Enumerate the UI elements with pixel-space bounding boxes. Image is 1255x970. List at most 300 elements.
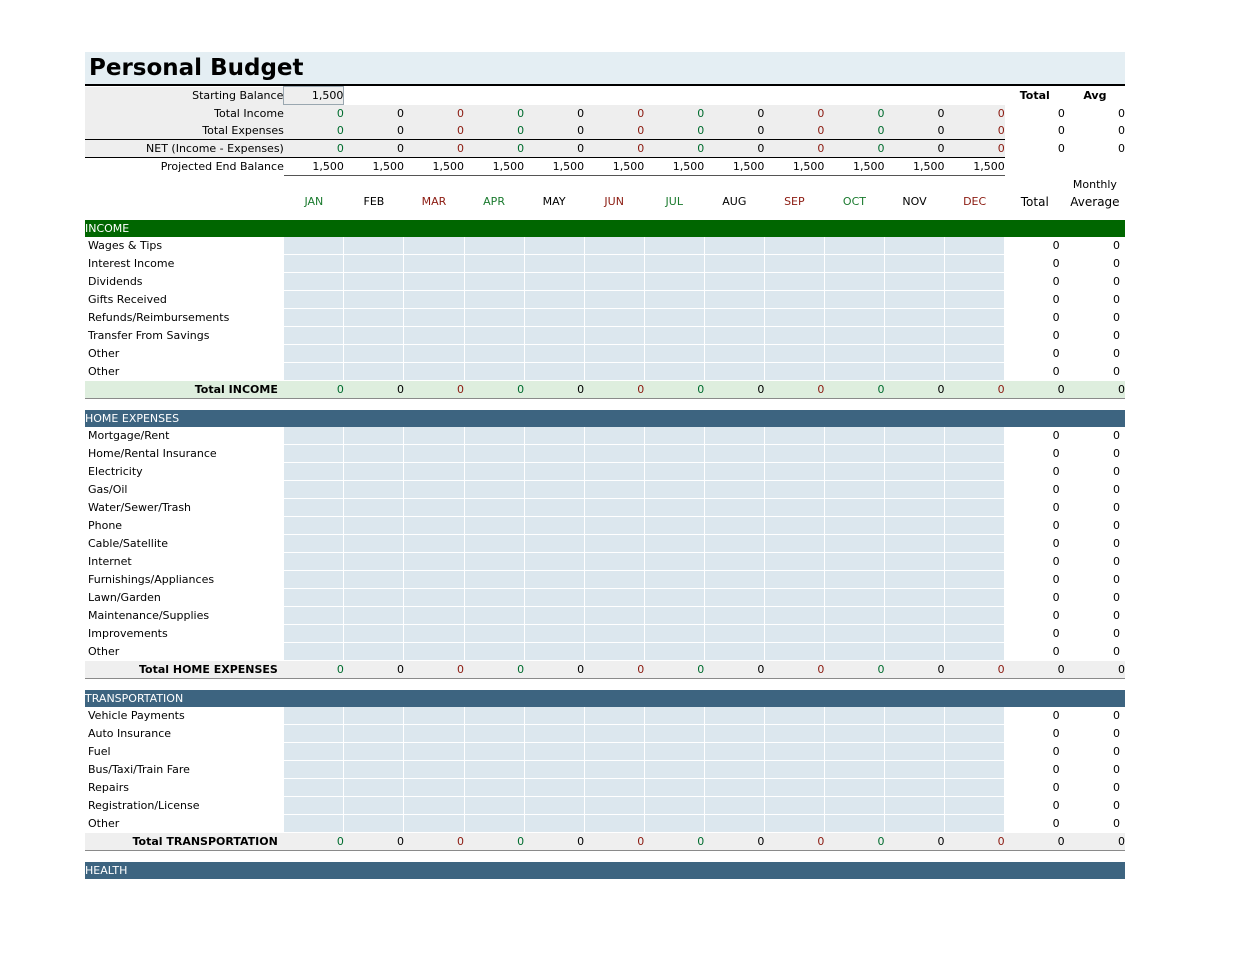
cell-home-expenses-2-2[interactable] [404,463,464,481]
cell-home-expenses-7-6[interactable] [644,553,704,571]
cell-income-3-1[interactable] [344,291,404,309]
cell-home-expenses-10-10[interactable] [884,607,944,625]
cell-transportation-3-1[interactable] [344,761,404,779]
cell-transportation-3-11[interactable] [945,761,1005,779]
cell-transportation-0-5[interactable] [584,707,644,725]
cell-home-expenses-12-5[interactable] [584,643,644,661]
cell-transportation-5-3[interactable] [464,797,524,815]
cell-home-expenses-10-3[interactable] [464,607,524,625]
cell-transportation-2-6[interactable] [644,743,704,761]
cell-home-expenses-5-9[interactable] [824,517,884,535]
cell-income-1-7[interactable] [704,255,764,273]
cell-home-expenses-7-5[interactable] [584,553,644,571]
cell-home-expenses-7-0[interactable] [284,553,344,571]
cell-transportation-4-5[interactable] [584,779,644,797]
cell-income-1-3[interactable] [464,255,524,273]
cell-home-expenses-6-2[interactable] [404,535,464,553]
cell-home-expenses-5-10[interactable] [884,517,944,535]
cell-transportation-5-5[interactable] [584,797,644,815]
cell-home-expenses-1-9[interactable] [824,445,884,463]
cell-income-1-2[interactable] [404,255,464,273]
cell-transportation-5-11[interactable] [945,797,1005,815]
cell-home-expenses-10-9[interactable] [824,607,884,625]
cell-income-2-1[interactable] [344,273,404,291]
cell-transportation-6-7[interactable] [704,815,764,833]
cell-income-4-7[interactable] [704,309,764,327]
cell-home-expenses-9-5[interactable] [584,589,644,607]
cell-home-expenses-8-8[interactable] [764,571,824,589]
cell-transportation-0-1[interactable] [344,707,404,725]
cell-transportation-2-3[interactable] [464,743,524,761]
cell-home-expenses-10-1[interactable] [344,607,404,625]
cell-home-expenses-12-0[interactable] [284,643,344,661]
cell-home-expenses-1-3[interactable] [464,445,524,463]
cell-home-expenses-0-9[interactable] [824,427,884,445]
cell-home-expenses-0-3[interactable] [464,427,524,445]
cell-transportation-3-5[interactable] [584,761,644,779]
cell-transportation-0-10[interactable] [884,707,944,725]
cell-income-3-2[interactable] [404,291,464,309]
cell-income-0-9[interactable] [824,237,884,255]
cell-transportation-6-2[interactable] [404,815,464,833]
cell-home-expenses-1-7[interactable] [704,445,764,463]
cell-home-expenses-1-5[interactable] [584,445,644,463]
cell-home-expenses-8-11[interactable] [945,571,1005,589]
cell-transportation-5-1[interactable] [344,797,404,815]
cell-income-2-11[interactable] [945,273,1005,291]
cell-home-expenses-8-10[interactable] [884,571,944,589]
cell-income-1-6[interactable] [644,255,704,273]
cell-transportation-1-2[interactable] [404,725,464,743]
cell-income-4-3[interactable] [464,309,524,327]
cell-home-expenses-8-2[interactable] [404,571,464,589]
cell-income-5-6[interactable] [644,327,704,345]
cell-transportation-5-2[interactable] [404,797,464,815]
cell-income-5-1[interactable] [344,327,404,345]
cell-income-3-9[interactable] [824,291,884,309]
cell-home-expenses-3-1[interactable] [344,481,404,499]
cell-home-expenses-2-8[interactable] [764,463,824,481]
cell-income-5-0[interactable] [284,327,344,345]
cell-home-expenses-4-9[interactable] [824,499,884,517]
cell-transportation-6-3[interactable] [464,815,524,833]
cell-income-0-5[interactable] [584,237,644,255]
cell-transportation-0-3[interactable] [464,707,524,725]
cell-income-1-9[interactable] [824,255,884,273]
cell-home-expenses-1-6[interactable] [644,445,704,463]
cell-income-0-7[interactable] [704,237,764,255]
cell-home-expenses-0-0[interactable] [284,427,344,445]
cell-income-5-10[interactable] [884,327,944,345]
cell-transportation-3-2[interactable] [404,761,464,779]
cell-home-expenses-4-6[interactable] [644,499,704,517]
cell-home-expenses-10-5[interactable] [584,607,644,625]
cell-transportation-0-8[interactable] [764,707,824,725]
cell-home-expenses-9-8[interactable] [764,589,824,607]
cell-income-7-7[interactable] [704,363,764,381]
cell-income-0-10[interactable] [884,237,944,255]
cell-transportation-0-7[interactable] [704,707,764,725]
cell-home-expenses-2-9[interactable] [824,463,884,481]
cell-home-expenses-9-2[interactable] [404,589,464,607]
cell-home-expenses-8-3[interactable] [464,571,524,589]
cell-transportation-1-3[interactable] [464,725,524,743]
cell-home-expenses-11-8[interactable] [764,625,824,643]
cell-home-expenses-7-8[interactable] [764,553,824,571]
cell-home-expenses-6-9[interactable] [824,535,884,553]
cell-transportation-2-10[interactable] [884,743,944,761]
cell-home-expenses-10-4[interactable] [524,607,584,625]
cell-home-expenses-6-4[interactable] [524,535,584,553]
cell-home-expenses-4-5[interactable] [584,499,644,517]
cell-home-expenses-0-4[interactable] [524,427,584,445]
cell-home-expenses-6-1[interactable] [344,535,404,553]
cell-home-expenses-12-3[interactable] [464,643,524,661]
cell-transportation-6-8[interactable] [764,815,824,833]
cell-income-5-8[interactable] [764,327,824,345]
cell-home-expenses-11-4[interactable] [524,625,584,643]
cell-transportation-3-9[interactable] [824,761,884,779]
cell-home-expenses-4-11[interactable] [945,499,1005,517]
cell-transportation-0-2[interactable] [404,707,464,725]
cell-home-expenses-8-5[interactable] [584,571,644,589]
cell-income-7-9[interactable] [824,363,884,381]
cell-home-expenses-10-8[interactable] [764,607,824,625]
cell-home-expenses-12-7[interactable] [704,643,764,661]
cell-income-1-10[interactable] [884,255,944,273]
cell-transportation-6-1[interactable] [344,815,404,833]
cell-home-expenses-11-7[interactable] [704,625,764,643]
cell-home-expenses-5-7[interactable] [704,517,764,535]
cell-home-expenses-3-11[interactable] [945,481,1005,499]
cell-transportation-3-6[interactable] [644,761,704,779]
cell-transportation-5-9[interactable] [824,797,884,815]
cell-income-2-6[interactable] [644,273,704,291]
cell-transportation-3-3[interactable] [464,761,524,779]
cell-income-1-5[interactable] [584,255,644,273]
cell-income-3-8[interactable] [764,291,824,309]
cell-transportation-4-10[interactable] [884,779,944,797]
cell-transportation-3-8[interactable] [764,761,824,779]
cell-home-expenses-3-2[interactable] [404,481,464,499]
cell-home-expenses-4-8[interactable] [764,499,824,517]
cell-transportation-2-9[interactable] [824,743,884,761]
cell-home-expenses-3-3[interactable] [464,481,524,499]
cell-transportation-0-9[interactable] [824,707,884,725]
cell-home-expenses-12-8[interactable] [764,643,824,661]
cell-home-expenses-3-0[interactable] [284,481,344,499]
cell-home-expenses-0-5[interactable] [584,427,644,445]
cell-home-expenses-6-11[interactable] [945,535,1005,553]
cell-home-expenses-10-2[interactable] [404,607,464,625]
cell-transportation-5-0[interactable] [284,797,344,815]
cell-transportation-1-11[interactable] [945,725,1005,743]
cell-home-expenses-0-2[interactable] [404,427,464,445]
cell-home-expenses-3-6[interactable] [644,481,704,499]
cell-transportation-4-8[interactable] [764,779,824,797]
cell-home-expenses-0-6[interactable] [644,427,704,445]
cell-home-expenses-3-7[interactable] [704,481,764,499]
cell-income-5-5[interactable] [584,327,644,345]
cell-home-expenses-2-3[interactable] [464,463,524,481]
cell-home-expenses-8-0[interactable] [284,571,344,589]
cell-home-expenses-12-11[interactable] [945,643,1005,661]
cell-income-4-9[interactable] [824,309,884,327]
cell-income-3-3[interactable] [464,291,524,309]
cell-home-expenses-4-0[interactable] [284,499,344,517]
cell-income-6-9[interactable] [824,345,884,363]
cell-income-7-10[interactable] [884,363,944,381]
cell-home-expenses-2-7[interactable] [704,463,764,481]
cell-home-expenses-1-1[interactable] [344,445,404,463]
cell-transportation-4-0[interactable] [284,779,344,797]
cell-home-expenses-0-10[interactable] [884,427,944,445]
cell-transportation-1-4[interactable] [524,725,584,743]
cell-income-0-3[interactable] [464,237,524,255]
cell-transportation-4-9[interactable] [824,779,884,797]
cell-income-7-5[interactable] [584,363,644,381]
cell-income-3-0[interactable] [284,291,344,309]
cell-income-0-2[interactable] [404,237,464,255]
cell-home-expenses-9-6[interactable] [644,589,704,607]
cell-home-expenses-8-9[interactable] [824,571,884,589]
cell-income-4-8[interactable] [764,309,824,327]
cell-home-expenses-10-7[interactable] [704,607,764,625]
cell-transportation-2-1[interactable] [344,743,404,761]
cell-home-expenses-9-1[interactable] [344,589,404,607]
cell-home-expenses-4-1[interactable] [344,499,404,517]
cell-transportation-2-2[interactable] [404,743,464,761]
cell-income-5-2[interactable] [404,327,464,345]
cell-home-expenses-11-5[interactable] [584,625,644,643]
cell-income-5-11[interactable] [945,327,1005,345]
cell-transportation-5-7[interactable] [704,797,764,815]
cell-income-1-0[interactable] [284,255,344,273]
cell-income-6-11[interactable] [945,345,1005,363]
cell-home-expenses-7-7[interactable] [704,553,764,571]
cell-transportation-3-0[interactable] [284,761,344,779]
cell-home-expenses-8-6[interactable] [644,571,704,589]
cell-income-3-10[interactable] [884,291,944,309]
cell-income-4-10[interactable] [884,309,944,327]
cell-income-7-3[interactable] [464,363,524,381]
cell-transportation-4-1[interactable] [344,779,404,797]
cell-transportation-1-7[interactable] [704,725,764,743]
cell-income-4-1[interactable] [344,309,404,327]
cell-home-expenses-9-10[interactable] [884,589,944,607]
cell-home-expenses-8-4[interactable] [524,571,584,589]
cell-transportation-6-10[interactable] [884,815,944,833]
cell-home-expenses-1-2[interactable] [404,445,464,463]
cell-income-2-7[interactable] [704,273,764,291]
cell-home-expenses-12-1[interactable] [344,643,404,661]
cell-transportation-6-11[interactable] [945,815,1005,833]
cell-home-expenses-2-5[interactable] [584,463,644,481]
cell-income-4-6[interactable] [644,309,704,327]
cell-income-7-8[interactable] [764,363,824,381]
cell-income-1-1[interactable] [344,255,404,273]
cell-home-expenses-11-2[interactable] [404,625,464,643]
cell-home-expenses-6-3[interactable] [464,535,524,553]
cell-transportation-3-4[interactable] [524,761,584,779]
cell-transportation-0-4[interactable] [524,707,584,725]
cell-transportation-1-9[interactable] [824,725,884,743]
cell-home-expenses-6-0[interactable] [284,535,344,553]
cell-transportation-1-0[interactable] [284,725,344,743]
cell-income-5-7[interactable] [704,327,764,345]
cell-home-expenses-3-10[interactable] [884,481,944,499]
cell-home-expenses-9-3[interactable] [464,589,524,607]
cell-home-expenses-9-0[interactable] [284,589,344,607]
cell-transportation-6-4[interactable] [524,815,584,833]
cell-transportation-0-0[interactable] [284,707,344,725]
cell-home-expenses-3-5[interactable] [584,481,644,499]
cell-home-expenses-5-8[interactable] [764,517,824,535]
cell-income-3-5[interactable] [584,291,644,309]
cell-home-expenses-2-1[interactable] [344,463,404,481]
cell-home-expenses-10-11[interactable] [945,607,1005,625]
cell-income-0-4[interactable] [524,237,584,255]
cell-home-expenses-5-0[interactable] [284,517,344,535]
cell-home-expenses-1-11[interactable] [945,445,1005,463]
cell-income-7-6[interactable] [644,363,704,381]
cell-transportation-1-6[interactable] [644,725,704,743]
cell-income-4-5[interactable] [584,309,644,327]
cell-home-expenses-8-1[interactable] [344,571,404,589]
cell-home-expenses-9-11[interactable] [945,589,1005,607]
cell-home-expenses-11-1[interactable] [344,625,404,643]
cell-transportation-4-3[interactable] [464,779,524,797]
cell-home-expenses-12-9[interactable] [824,643,884,661]
cell-income-2-0[interactable] [284,273,344,291]
cell-income-7-2[interactable] [404,363,464,381]
cell-income-4-11[interactable] [945,309,1005,327]
cell-home-expenses-9-9[interactable] [824,589,884,607]
cell-home-expenses-10-6[interactable] [644,607,704,625]
cell-home-expenses-11-0[interactable] [284,625,344,643]
cell-home-expenses-5-2[interactable] [404,517,464,535]
cell-income-2-9[interactable] [824,273,884,291]
cell-home-expenses-1-10[interactable] [884,445,944,463]
cell-income-5-4[interactable] [524,327,584,345]
cell-transportation-4-7[interactable] [704,779,764,797]
cell-income-6-4[interactable] [524,345,584,363]
cell-income-5-9[interactable] [824,327,884,345]
cell-income-7-11[interactable] [945,363,1005,381]
starting-balance-input[interactable]: 1,500 [284,87,344,105]
cell-income-3-4[interactable] [524,291,584,309]
cell-transportation-1-8[interactable] [764,725,824,743]
cell-home-expenses-0-1[interactable] [344,427,404,445]
cell-transportation-6-6[interactable] [644,815,704,833]
cell-home-expenses-11-3[interactable] [464,625,524,643]
cell-income-2-2[interactable] [404,273,464,291]
cell-income-7-4[interactable] [524,363,584,381]
cell-home-expenses-4-3[interactable] [464,499,524,517]
cell-income-7-1[interactable] [344,363,404,381]
cell-income-6-10[interactable] [884,345,944,363]
cell-transportation-0-6[interactable] [644,707,704,725]
cell-income-4-4[interactable] [524,309,584,327]
cell-income-1-8[interactable] [764,255,824,273]
cell-home-expenses-5-5[interactable] [584,517,644,535]
cell-home-expenses-6-10[interactable] [884,535,944,553]
cell-transportation-4-2[interactable] [404,779,464,797]
cell-transportation-2-8[interactable] [764,743,824,761]
cell-home-expenses-10-0[interactable] [284,607,344,625]
cell-home-expenses-11-10[interactable] [884,625,944,643]
cell-home-expenses-0-8[interactable] [764,427,824,445]
cell-income-2-10[interactable] [884,273,944,291]
cell-income-6-7[interactable] [704,345,764,363]
cell-transportation-6-9[interactable] [824,815,884,833]
cell-home-expenses-1-8[interactable] [764,445,824,463]
cell-home-expenses-2-0[interactable] [284,463,344,481]
cell-home-expenses-2-10[interactable] [884,463,944,481]
cell-transportation-2-11[interactable] [945,743,1005,761]
cell-income-6-2[interactable] [404,345,464,363]
cell-income-6-1[interactable] [344,345,404,363]
cell-income-3-7[interactable] [704,291,764,309]
cell-home-expenses-9-4[interactable] [524,589,584,607]
cell-income-0-6[interactable] [644,237,704,255]
cell-income-0-0[interactable] [284,237,344,255]
cell-home-expenses-7-10[interactable] [884,553,944,571]
cell-transportation-5-4[interactable] [524,797,584,815]
cell-income-0-1[interactable] [344,237,404,255]
cell-transportation-4-11[interactable] [945,779,1005,797]
cell-home-expenses-12-6[interactable] [644,643,704,661]
cell-home-expenses-2-11[interactable] [945,463,1005,481]
cell-transportation-0-11[interactable] [945,707,1005,725]
cell-home-expenses-3-4[interactable] [524,481,584,499]
cell-home-expenses-5-6[interactable] [644,517,704,535]
cell-transportation-6-5[interactable] [584,815,644,833]
cell-income-2-4[interactable] [524,273,584,291]
cell-home-expenses-6-5[interactable] [584,535,644,553]
cell-transportation-6-0[interactable] [284,815,344,833]
cell-home-expenses-2-4[interactable] [524,463,584,481]
cell-home-expenses-0-11[interactable] [945,427,1005,445]
cell-home-expenses-7-9[interactable] [824,553,884,571]
cell-transportation-4-4[interactable] [524,779,584,797]
cell-income-6-6[interactable] [644,345,704,363]
cell-home-expenses-9-7[interactable] [704,589,764,607]
cell-home-expenses-11-11[interactable] [945,625,1005,643]
cell-home-expenses-12-2[interactable] [404,643,464,661]
cell-transportation-1-10[interactable] [884,725,944,743]
cell-income-4-2[interactable] [404,309,464,327]
cell-home-expenses-7-1[interactable] [344,553,404,571]
cell-transportation-1-1[interactable] [344,725,404,743]
cell-income-2-5[interactable] [584,273,644,291]
cell-income-7-0[interactable] [284,363,344,381]
cell-transportation-2-4[interactable] [524,743,584,761]
cell-income-3-6[interactable] [644,291,704,309]
cell-home-expenses-2-6[interactable] [644,463,704,481]
cell-transportation-1-5[interactable] [584,725,644,743]
cell-home-expenses-5-11[interactable] [945,517,1005,535]
cell-transportation-3-7[interactable] [704,761,764,779]
cell-home-expenses-1-0[interactable] [284,445,344,463]
cell-home-expenses-7-2[interactable] [404,553,464,571]
cell-income-3-11[interactable] [945,291,1005,309]
cell-home-expenses-11-9[interactable] [824,625,884,643]
cell-transportation-2-7[interactable] [704,743,764,761]
cell-income-2-8[interactable] [764,273,824,291]
cell-home-expenses-6-7[interactable] [704,535,764,553]
cell-home-expenses-5-1[interactable] [344,517,404,535]
